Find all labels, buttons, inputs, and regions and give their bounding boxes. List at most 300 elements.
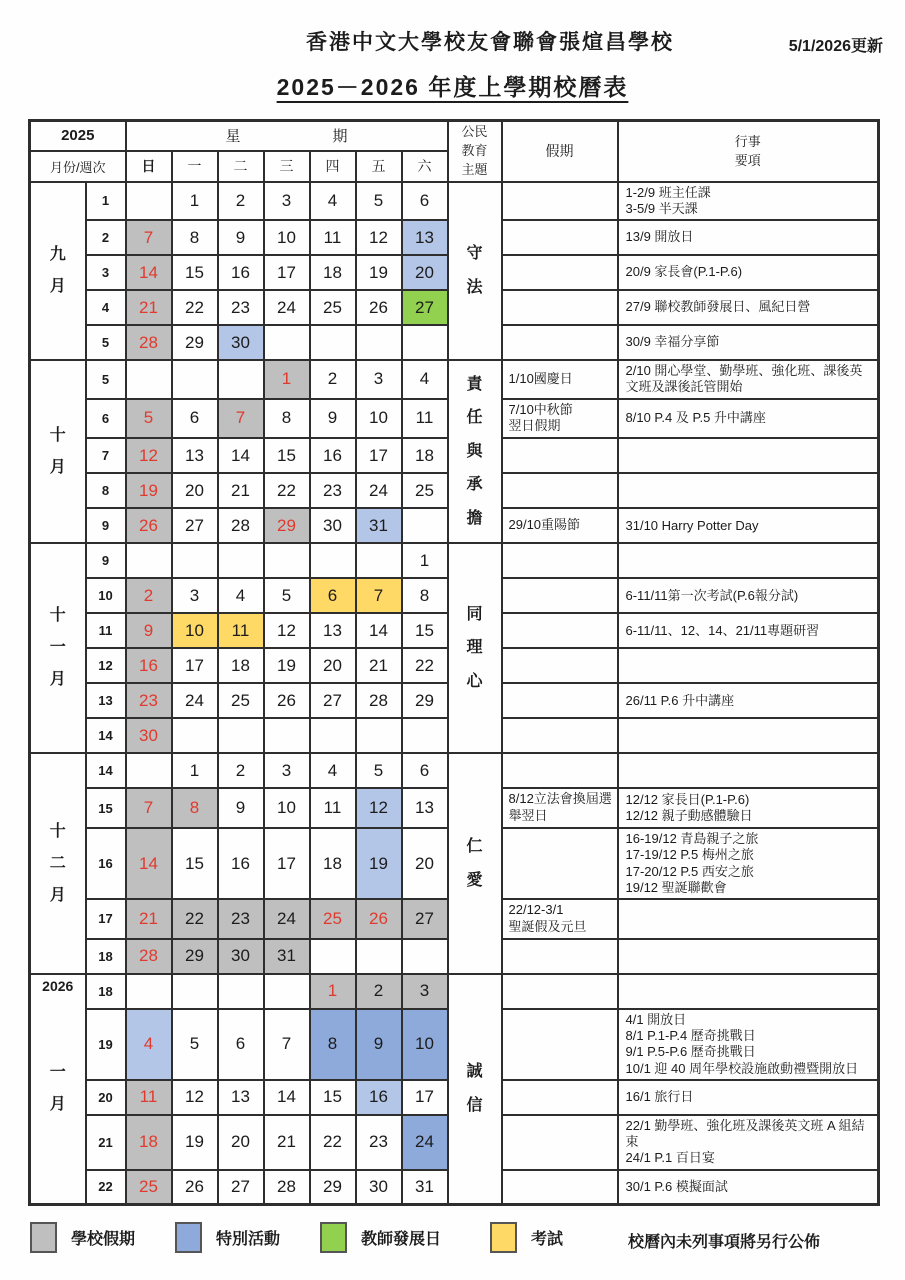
day-cell: 23 bbox=[310, 473, 356, 508]
month-name: 九 月 bbox=[49, 245, 66, 295]
day-cell: 5 bbox=[356, 753, 402, 788]
day-cell: 13 bbox=[218, 1080, 264, 1115]
day-cell: 29 bbox=[264, 508, 310, 543]
day-cell: 13 bbox=[310, 613, 356, 648]
day-cell: 29 bbox=[172, 325, 218, 360]
day-cell: 18 bbox=[310, 255, 356, 290]
holiday-cell bbox=[502, 220, 618, 255]
holiday-cell bbox=[502, 974, 618, 1009]
holiday-cell bbox=[502, 290, 618, 325]
day-cell: 15 bbox=[172, 255, 218, 290]
day-cell: 24 bbox=[356, 473, 402, 508]
day-cell: 20 bbox=[310, 648, 356, 683]
day-cell: 23 bbox=[126, 683, 172, 718]
day-cell: 28 bbox=[126, 939, 172, 974]
events-cell: 30/1 P.6 模擬面試 bbox=[618, 1170, 879, 1205]
events-cell: 4/1 開放日 8/1 P.1-P.4 歷奇挑戰日 9/1 P.5-P.6 歷奇挑戰日 10/1 迎 40 周年學校設施啟動禮暨開放日 bbox=[618, 1009, 879, 1080]
day-cell: 2 bbox=[356, 974, 402, 1009]
day-cell: 12 bbox=[126, 438, 172, 473]
legend-label: 教師發展日 bbox=[361, 1231, 442, 1248]
day-cell: 22 bbox=[402, 648, 448, 683]
day-cell: 5 bbox=[126, 399, 172, 439]
holiday-cell: 22/12-3/1 聖誕假及元旦 bbox=[502, 899, 618, 939]
day-cell bbox=[218, 360, 264, 399]
day-cell: 23 bbox=[356, 1115, 402, 1170]
day-cell bbox=[126, 974, 172, 1009]
day-cell: 9 bbox=[218, 788, 264, 828]
day-cell: 20 bbox=[402, 255, 448, 290]
day-cell: 19 bbox=[172, 1115, 218, 1170]
events-cell bbox=[618, 899, 879, 939]
day-cell bbox=[126, 360, 172, 399]
day-cell: 2 bbox=[126, 578, 172, 613]
day-cell: 17 bbox=[172, 648, 218, 683]
weekday-header: 三 bbox=[264, 151, 310, 182]
day-cell: 24 bbox=[402, 1115, 448, 1170]
day-cell: 9 bbox=[218, 220, 264, 255]
week-number: 15 bbox=[86, 788, 126, 828]
day-cell: 9 bbox=[126, 613, 172, 648]
events-cell: 26/11 P.6 升中講座 bbox=[618, 683, 879, 718]
week-number: 14 bbox=[86, 753, 126, 788]
day-cell bbox=[356, 939, 402, 974]
day-cell: 2 bbox=[310, 360, 356, 399]
day-cell: 14 bbox=[356, 613, 402, 648]
day-cell: 10 bbox=[402, 1009, 448, 1080]
day-cell: 22 bbox=[172, 899, 218, 939]
week-number: 10 bbox=[86, 578, 126, 613]
day-cell: 17 bbox=[356, 438, 402, 473]
day-cell bbox=[264, 543, 310, 578]
holiday-cell bbox=[502, 1170, 618, 1205]
day-cell: 6 bbox=[402, 182, 448, 221]
day-cell: 12 bbox=[264, 613, 310, 648]
month-name: 十 一 月 bbox=[49, 607, 66, 689]
legend-item bbox=[175, 1222, 280, 1253]
day-cell: 23 bbox=[218, 290, 264, 325]
day-cell: 17 bbox=[402, 1080, 448, 1115]
day-cell: 8 bbox=[402, 578, 448, 613]
day-cell: 7 bbox=[126, 220, 172, 255]
events-cell: 12/12 家長日(P.1-P.6) 12/12 親子動感體驗日 bbox=[618, 788, 879, 828]
week-number: 5 bbox=[86, 325, 126, 360]
week-number: 7 bbox=[86, 438, 126, 473]
day-cell bbox=[126, 753, 172, 788]
day-cell: 24 bbox=[172, 683, 218, 718]
day-cell: 19 bbox=[264, 648, 310, 683]
page-title: 2025－2026 年度上學期校曆表 bbox=[276, 74, 629, 100]
week-number: 17 bbox=[86, 899, 126, 939]
day-cell bbox=[264, 718, 310, 753]
day-cell: 16 bbox=[310, 438, 356, 473]
day-cell: 3 bbox=[402, 974, 448, 1009]
week-number: 2 bbox=[86, 220, 126, 255]
day-cell: 14 bbox=[218, 438, 264, 473]
day-cell: 21 bbox=[126, 899, 172, 939]
week-number: 5 bbox=[86, 360, 126, 399]
day-cell: 2 bbox=[218, 753, 264, 788]
week-number: 18 bbox=[86, 974, 126, 1009]
day-cell: 9 bbox=[310, 399, 356, 439]
day-cell: 4 bbox=[126, 1009, 172, 1080]
weekday-group-label: 星 期 bbox=[225, 128, 348, 146]
day-cell: 22 bbox=[264, 473, 310, 508]
events-cell: 27/9 聯校教師發展日、風紀日營 bbox=[618, 290, 879, 325]
events-cell: 6-11/11、12、14、21/11專題研習 bbox=[618, 613, 879, 648]
events-cell: 8/10 P.4 及 P.5 升中講座 bbox=[618, 399, 879, 439]
events-cell: 2/10 開心學堂、勤學班、強化班、課後英文班及課後託管開始 bbox=[618, 360, 879, 399]
week-number: 11 bbox=[86, 613, 126, 648]
day-cell: 30 bbox=[218, 939, 264, 974]
day-cell: 6 bbox=[218, 1009, 264, 1080]
weekday-header: 一 bbox=[172, 151, 218, 182]
month-name: 十 月 bbox=[49, 426, 66, 476]
events-cell: 22/1 勤學班、強化班及課後英文班 A 組結束 24/1 P.1 百日宴 bbox=[618, 1115, 879, 1170]
holiday-cell bbox=[502, 753, 618, 788]
day-cell bbox=[310, 543, 356, 578]
legend-label: 考試 bbox=[531, 1231, 564, 1248]
day-cell bbox=[264, 325, 310, 360]
day-cell: 4 bbox=[218, 578, 264, 613]
day-cell: 2 bbox=[218, 182, 264, 221]
theme-cell: 誠 信 bbox=[448, 974, 502, 1205]
day-cell: 31 bbox=[356, 508, 402, 543]
day-cell: 25 bbox=[126, 1170, 172, 1205]
day-cell: 8 bbox=[172, 220, 218, 255]
school-name: 香港中文大學校友會聯會張煊昌學校 bbox=[306, 31, 674, 54]
day-cell: 1 bbox=[310, 974, 356, 1009]
day-cell: 23 bbox=[218, 899, 264, 939]
week-number: 22 bbox=[86, 1170, 126, 1205]
weekday-header: 二 bbox=[218, 151, 264, 182]
holiday-cell bbox=[502, 255, 618, 290]
day-cell bbox=[172, 360, 218, 399]
day-cell: 1 bbox=[172, 182, 218, 221]
day-cell: 19 bbox=[126, 473, 172, 508]
events-cell: 13/9 開放日 bbox=[618, 220, 879, 255]
holiday-cell bbox=[502, 438, 618, 473]
day-cell: 16 bbox=[356, 1080, 402, 1115]
day-cell: 29 bbox=[310, 1170, 356, 1205]
day-cell: 21 bbox=[356, 648, 402, 683]
day-cell bbox=[172, 718, 218, 753]
week-number: 20 bbox=[86, 1080, 126, 1115]
day-cell: 3 bbox=[264, 753, 310, 788]
week-number: 19 bbox=[86, 1009, 126, 1080]
day-cell: 28 bbox=[356, 683, 402, 718]
day-cell: 6 bbox=[310, 578, 356, 613]
day-cell: 1 bbox=[264, 360, 310, 399]
day-cell: 11 bbox=[126, 1080, 172, 1115]
day-cell: 30 bbox=[356, 1170, 402, 1205]
day-cell: 14 bbox=[126, 255, 172, 290]
day-cell: 10 bbox=[172, 613, 218, 648]
day-cell: 28 bbox=[126, 325, 172, 360]
day-cell: 31 bbox=[264, 939, 310, 974]
day-cell bbox=[310, 718, 356, 753]
header-civic-theme: 公民 教育 主題 bbox=[448, 121, 502, 182]
day-cell bbox=[264, 974, 310, 1009]
day-cell: 3 bbox=[356, 360, 402, 399]
holiday-cell bbox=[502, 683, 618, 718]
day-cell: 27 bbox=[402, 899, 448, 939]
day-cell: 24 bbox=[264, 290, 310, 325]
week-number: 14 bbox=[86, 718, 126, 753]
week-number: 9 bbox=[86, 543, 126, 578]
day-cell: 8 bbox=[172, 788, 218, 828]
holiday-cell bbox=[502, 578, 618, 613]
day-cell: 15 bbox=[310, 1080, 356, 1115]
day-cell: 28 bbox=[264, 1170, 310, 1205]
events-cell: 16-19/12 青島親子之旅 17-19/12 P.5 梅州之旅 17-20/12 P.5 西安之旅 19/12 聖誕聯歡會 bbox=[618, 828, 879, 899]
events-cell bbox=[618, 543, 879, 578]
day-cell: 25 bbox=[310, 899, 356, 939]
legend-swatch bbox=[320, 1222, 347, 1253]
week-number: 9 bbox=[86, 508, 126, 543]
day-cell: 7 bbox=[264, 1009, 310, 1080]
day-cell: 28 bbox=[218, 508, 264, 543]
weekday-header: 四 bbox=[310, 151, 356, 182]
holiday-cell bbox=[502, 613, 618, 648]
week-number: 3 bbox=[86, 255, 126, 290]
legend-item bbox=[490, 1222, 563, 1253]
holiday-cell bbox=[502, 325, 618, 360]
day-cell: 27 bbox=[172, 508, 218, 543]
day-cell bbox=[356, 543, 402, 578]
events-cell bbox=[618, 648, 879, 683]
day-cell bbox=[172, 974, 218, 1009]
legend-item bbox=[30, 1222, 135, 1253]
day-cell: 10 bbox=[264, 220, 310, 255]
events-cell bbox=[618, 939, 879, 974]
day-cell: 17 bbox=[264, 828, 310, 899]
day-cell: 4 bbox=[310, 753, 356, 788]
holiday-cell bbox=[502, 543, 618, 578]
holiday-cell bbox=[502, 182, 618, 221]
holiday-cell bbox=[502, 718, 618, 753]
day-cell bbox=[402, 325, 448, 360]
day-cell: 10 bbox=[356, 399, 402, 439]
day-cell: 14 bbox=[126, 828, 172, 899]
day-cell bbox=[356, 718, 402, 753]
week-number: 8 bbox=[86, 473, 126, 508]
week-number: 4 bbox=[86, 290, 126, 325]
day-cell: 27 bbox=[218, 1170, 264, 1205]
day-cell: 26 bbox=[126, 508, 172, 543]
day-cell: 25 bbox=[218, 683, 264, 718]
day-cell: 13 bbox=[402, 220, 448, 255]
week-number: 13 bbox=[86, 683, 126, 718]
day-cell: 18 bbox=[218, 648, 264, 683]
day-cell: 21 bbox=[126, 290, 172, 325]
day-cell: 12 bbox=[356, 788, 402, 828]
day-cell: 26 bbox=[356, 290, 402, 325]
month-name: 十 二 月 bbox=[49, 822, 66, 904]
day-cell: 22 bbox=[172, 290, 218, 325]
month-label bbox=[30, 753, 86, 974]
day-cell: 5 bbox=[172, 1009, 218, 1080]
day-cell: 31 bbox=[402, 1170, 448, 1205]
day-cell bbox=[356, 325, 402, 360]
holiday-cell bbox=[502, 939, 618, 974]
day-cell: 6 bbox=[402, 753, 448, 788]
year-label: 2026 bbox=[42, 977, 74, 994]
day-cell: 12 bbox=[172, 1080, 218, 1115]
day-cell: 7 bbox=[218, 399, 264, 439]
month-label bbox=[30, 182, 86, 361]
day-cell: 7 bbox=[356, 578, 402, 613]
day-cell bbox=[310, 939, 356, 974]
day-cell: 25 bbox=[402, 473, 448, 508]
day-cell: 16 bbox=[218, 828, 264, 899]
events-cell bbox=[618, 974, 879, 1009]
day-cell: 5 bbox=[356, 182, 402, 221]
holiday-cell bbox=[502, 648, 618, 683]
legend-note: 校曆內未列事項將另行公佈 bbox=[628, 1234, 821, 1251]
day-cell: 30 bbox=[126, 718, 172, 753]
legend-item bbox=[320, 1222, 441, 1253]
day-cell: 5 bbox=[264, 578, 310, 613]
events-cell: 1-2/9 班主任課 3-5/9 半天課 bbox=[618, 182, 879, 221]
day-cell bbox=[402, 718, 448, 753]
month-label bbox=[30, 974, 86, 1205]
theme-cell: 仁 愛 bbox=[448, 753, 502, 974]
day-cell: 3 bbox=[264, 182, 310, 221]
day-cell: 17 bbox=[264, 255, 310, 290]
day-cell: 1 bbox=[402, 543, 448, 578]
month-label bbox=[30, 543, 86, 753]
day-cell: 3 bbox=[172, 578, 218, 613]
legend-label: 特別活動 bbox=[216, 1231, 281, 1248]
day-cell: 1 bbox=[172, 753, 218, 788]
day-cell: 27 bbox=[402, 290, 448, 325]
day-cell: 26 bbox=[172, 1170, 218, 1205]
day-cell: 19 bbox=[356, 255, 402, 290]
week-number: 1 bbox=[86, 182, 126, 221]
day-cell: 11 bbox=[218, 613, 264, 648]
header-weekday-group bbox=[126, 121, 448, 151]
events-cell: 6-11/11第一次考試(P.6報分試) bbox=[618, 578, 879, 613]
day-cell: 11 bbox=[310, 220, 356, 255]
document-header bbox=[0, 0, 905, 102]
legend-label: 學校假期 bbox=[71, 1231, 136, 1248]
events-cell bbox=[618, 753, 879, 788]
day-cell: 9 bbox=[356, 1009, 402, 1080]
day-cell: 16 bbox=[126, 648, 172, 683]
week-number: 6 bbox=[86, 399, 126, 439]
week-number: 21 bbox=[86, 1115, 126, 1170]
events-cell bbox=[618, 438, 879, 473]
day-cell bbox=[218, 974, 264, 1009]
theme-cell: 責 任 與 承 擔 bbox=[448, 360, 502, 543]
day-cell: 13 bbox=[402, 788, 448, 828]
weekday-header: 五 bbox=[356, 151, 402, 182]
day-cell: 30 bbox=[310, 508, 356, 543]
day-cell: 11 bbox=[402, 399, 448, 439]
header-year: 2025 bbox=[30, 121, 126, 151]
holiday-cell bbox=[502, 1009, 618, 1080]
events-cell: 31/10 Harry Potter Day bbox=[618, 508, 879, 543]
day-cell: 20 bbox=[218, 1115, 264, 1170]
events-cell: 30/9 幸福分享節 bbox=[618, 325, 879, 360]
day-cell bbox=[172, 543, 218, 578]
day-cell bbox=[310, 325, 356, 360]
day-cell: 18 bbox=[126, 1115, 172, 1170]
weekday-header: 六 bbox=[402, 151, 448, 182]
day-cell: 8 bbox=[310, 1009, 356, 1080]
weekday-header: 日 bbox=[126, 151, 172, 182]
day-cell: 29 bbox=[402, 683, 448, 718]
holiday-cell bbox=[502, 828, 618, 899]
day-cell: 6 bbox=[172, 399, 218, 439]
day-cell: 18 bbox=[310, 828, 356, 899]
day-cell: 11 bbox=[310, 788, 356, 828]
holiday-cell: 7/10中秋節 翌日假期 bbox=[502, 399, 618, 439]
theme-cell: 同 理 心 bbox=[448, 543, 502, 753]
day-cell: 15 bbox=[402, 613, 448, 648]
theme-cell: 守 法 bbox=[448, 182, 502, 361]
day-cell: 15 bbox=[264, 438, 310, 473]
day-cell: 22 bbox=[310, 1115, 356, 1170]
legend-swatch bbox=[490, 1222, 517, 1253]
day-cell bbox=[218, 718, 264, 753]
holiday-cell: 8/12立法會換屆選舉翌日 bbox=[502, 788, 618, 828]
day-cell: 24 bbox=[264, 899, 310, 939]
day-cell: 21 bbox=[218, 473, 264, 508]
week-number: 16 bbox=[86, 828, 126, 899]
day-cell: 27 bbox=[310, 683, 356, 718]
school-calendar-table bbox=[28, 119, 880, 1206]
day-cell: 19 bbox=[356, 828, 402, 899]
day-cell bbox=[402, 939, 448, 974]
day-cell: 20 bbox=[172, 473, 218, 508]
holiday-cell bbox=[502, 1115, 618, 1170]
day-cell: 16 bbox=[218, 255, 264, 290]
day-cell bbox=[126, 543, 172, 578]
day-cell: 20 bbox=[402, 828, 448, 899]
month-name: 一 月 bbox=[49, 1063, 66, 1113]
events-cell bbox=[618, 718, 879, 753]
header-events: 行事 要項 bbox=[618, 121, 879, 182]
day-cell: 14 bbox=[264, 1080, 310, 1115]
events-cell: 20/9 家長會(P.1-P.6) bbox=[618, 255, 879, 290]
day-cell: 25 bbox=[310, 290, 356, 325]
holiday-cell: 29/10重陽節 bbox=[502, 508, 618, 543]
day-cell: 15 bbox=[172, 828, 218, 899]
month-label bbox=[30, 360, 86, 543]
day-cell: 4 bbox=[310, 182, 356, 221]
events-cell: 16/1 旅行日 bbox=[618, 1080, 879, 1115]
legend-swatch bbox=[175, 1222, 202, 1253]
legend-swatch bbox=[30, 1222, 57, 1253]
updated-date: 5/1/2026更新 bbox=[788, 38, 883, 55]
day-cell: 21 bbox=[264, 1115, 310, 1170]
day-cell: 18 bbox=[402, 438, 448, 473]
day-cell: 12 bbox=[356, 220, 402, 255]
day-cell: 4 bbox=[402, 360, 448, 399]
legend bbox=[0, 1218, 905, 1276]
day-cell bbox=[218, 543, 264, 578]
holiday-cell: 1/10國慶日 bbox=[502, 360, 618, 399]
day-cell: 29 bbox=[172, 939, 218, 974]
day-cell bbox=[402, 508, 448, 543]
day-cell: 10 bbox=[264, 788, 310, 828]
day-cell: 13 bbox=[172, 438, 218, 473]
day-cell: 7 bbox=[126, 788, 172, 828]
week-number: 18 bbox=[86, 939, 126, 974]
events-cell bbox=[618, 473, 879, 508]
day-cell bbox=[126, 182, 172, 221]
